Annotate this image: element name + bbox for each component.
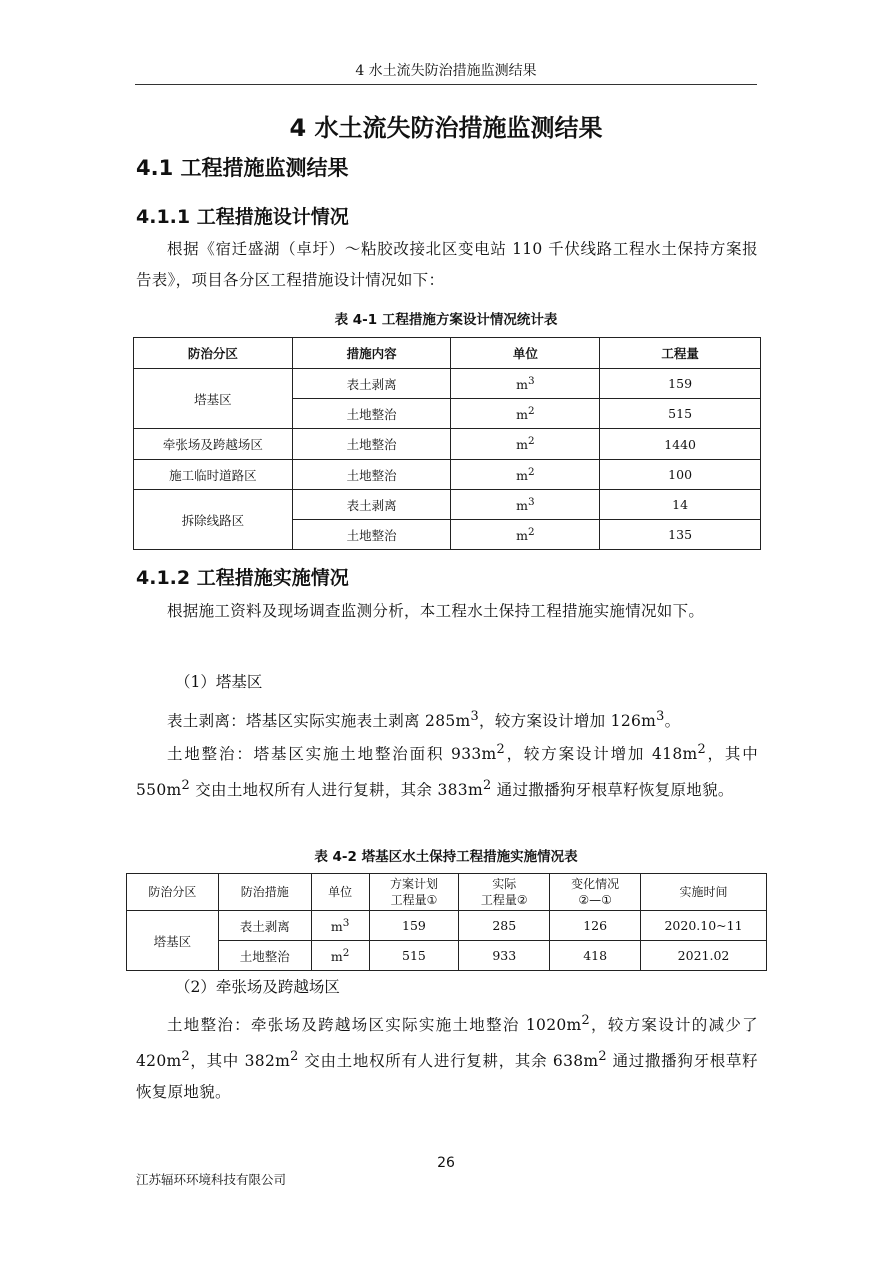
section-4-1-2-heading: 4.1.2 工程措施实施情况 <box>136 567 349 589</box>
implementation-table <box>126 873 767 971</box>
qty-cell: 135 <box>600 520 761 550</box>
zone-cell: 塔基区 <box>134 369 293 429</box>
subsection-tower-base: （1）塔基区 <box>175 673 263 691</box>
actual-cell: 285 <box>459 911 550 941</box>
measure-cell: 表土剥离 <box>292 369 451 399</box>
qty-cell: 100 <box>600 460 761 490</box>
qty-cell: 14 <box>600 490 761 520</box>
measure-cell: 土地整治 <box>292 399 451 429</box>
qty-cell: 159 <box>600 369 761 399</box>
change-cell: 126 <box>550 911 641 941</box>
table-header-cell: 措施内容 <box>292 338 451 369</box>
table-header-cell: 单位 <box>451 338 600 369</box>
zone-cell: 施工临时道路区 <box>134 460 293 490</box>
zone-cell: 牵张场及跨越场区 <box>134 429 293 460</box>
table-row <box>127 911 767 941</box>
tension-field-paragraph: 土地整治：牵张场及跨越场区实际实施土地整治 $1020m^2$，较方案设计的减少了 $420m^2$，其中 $382m^2$ 交由土地权所有人进行复耕，其余 $638m^2$ 通过撒播狗牙根草籽恢复原地貌。 <box>136 1013 758 1102</box>
table-header-cell: 防治措施 <box>218 874 311 911</box>
table-header-cell: 防治分区 <box>127 874 219 911</box>
table-header-cell: 方案计划 工程量① <box>369 874 459 911</box>
measure-cell: 土地整治 <box>292 429 451 460</box>
unit-cell: $m^2$ <box>451 429 600 460</box>
page-number: 26 <box>437 1155 455 1171</box>
plan-cell: 159 <box>369 911 459 941</box>
measure-cell: 土地整治 <box>292 520 451 550</box>
zone-cell: 拆除线路区 <box>134 490 293 550</box>
actual-cell: 933 <box>459 941 550 971</box>
table-4-1-caption: 表 4-1 工程措施方案设计情况统计表 <box>334 312 558 328</box>
unit-cell: $m^2$ <box>311 941 369 971</box>
table-header-cell: 实际 工程量② <box>459 874 550 911</box>
qty-cell: 1440 <box>600 429 761 460</box>
table-4-2-caption: 表 4-2 塔基区水土保持工程措施实施情况表 <box>314 849 578 865</box>
subsection-tension-field: （2）牵张场及跨越场区 <box>175 978 340 996</box>
unit-cell: $m^3$ <box>311 911 369 941</box>
measure-cell: 表土剥离 <box>292 490 451 520</box>
table-row <box>134 429 761 460</box>
implementation-intro-paragraph: 根据施工资料及现场调查监测分析，本工程水土保持工程措施实施情况如下。 <box>167 602 705 620</box>
design-table <box>133 337 761 550</box>
unit-cell: $m^2$ <box>451 399 600 429</box>
table-header-cell: 工程量 <box>600 338 761 369</box>
topsoil-paragraph: 表土剥离：塔基区实际实施表土剥离 $285m^3$，较方案设计增加 $126m^3$。 <box>167 709 681 731</box>
table-row <box>134 369 761 399</box>
table-header-cell: 防治分区 <box>134 338 293 369</box>
table-header-cell: 变化情况 ②—① <box>550 874 641 911</box>
unit-cell: $m^3$ <box>451 369 600 399</box>
table-header-cell: 实施时间 <box>641 874 767 911</box>
table-header-cell: 单位 <box>311 874 369 911</box>
time-cell: 2020.10~11 <box>641 911 767 941</box>
section-4-1-1-heading: 4.1.1 工程措施设计情况 <box>136 206 349 228</box>
measure-cell: 土地整治 <box>292 460 451 490</box>
qty-cell: 515 <box>600 399 761 429</box>
measure-cell: 土地整治 <box>218 941 311 971</box>
company-name: 江苏辐环环境科技有限公司 <box>136 1172 287 1187</box>
unit-cell: $m^3$ <box>451 490 600 520</box>
time-cell: 2021.02 <box>641 941 767 971</box>
plan-cell: 515 <box>369 941 459 971</box>
unit-cell: $m^2$ <box>451 460 600 490</box>
unit-cell: $m^2$ <box>451 520 600 550</box>
page-header: 4 水土流失防治措施监测结果 <box>135 60 757 85</box>
design-intro-paragraph: 根据《宿迁盛湖（卓圩）～粘胶改接北区变电站 110 千伏线路工程水土保持方案报告表》，项目各分区工程措施设计情况如下： <box>136 240 758 289</box>
land-remediation-paragraph: 土地整治：塔基区实施土地整治面积 $933m^2$，较方案设计增加 $418m^2$，其中 $550m^2$ 交由土地权所有人进行复耕，其余 $383m^2$ 通过撒播狗牙根草籽恢复原地貌。 <box>136 742 758 800</box>
zone-cell: 塔基区 <box>127 911 219 971</box>
table-row <box>134 460 761 490</box>
table-row <box>134 490 761 520</box>
chapter-title: 4 水土流失防治措施监测结果 <box>289 114 603 142</box>
section-4-1-heading: 4.1 工程措施监测结果 <box>136 156 349 180</box>
measure-cell: 表土剥离 <box>218 911 311 941</box>
change-cell: 418 <box>550 941 641 971</box>
table-row <box>127 941 767 971</box>
